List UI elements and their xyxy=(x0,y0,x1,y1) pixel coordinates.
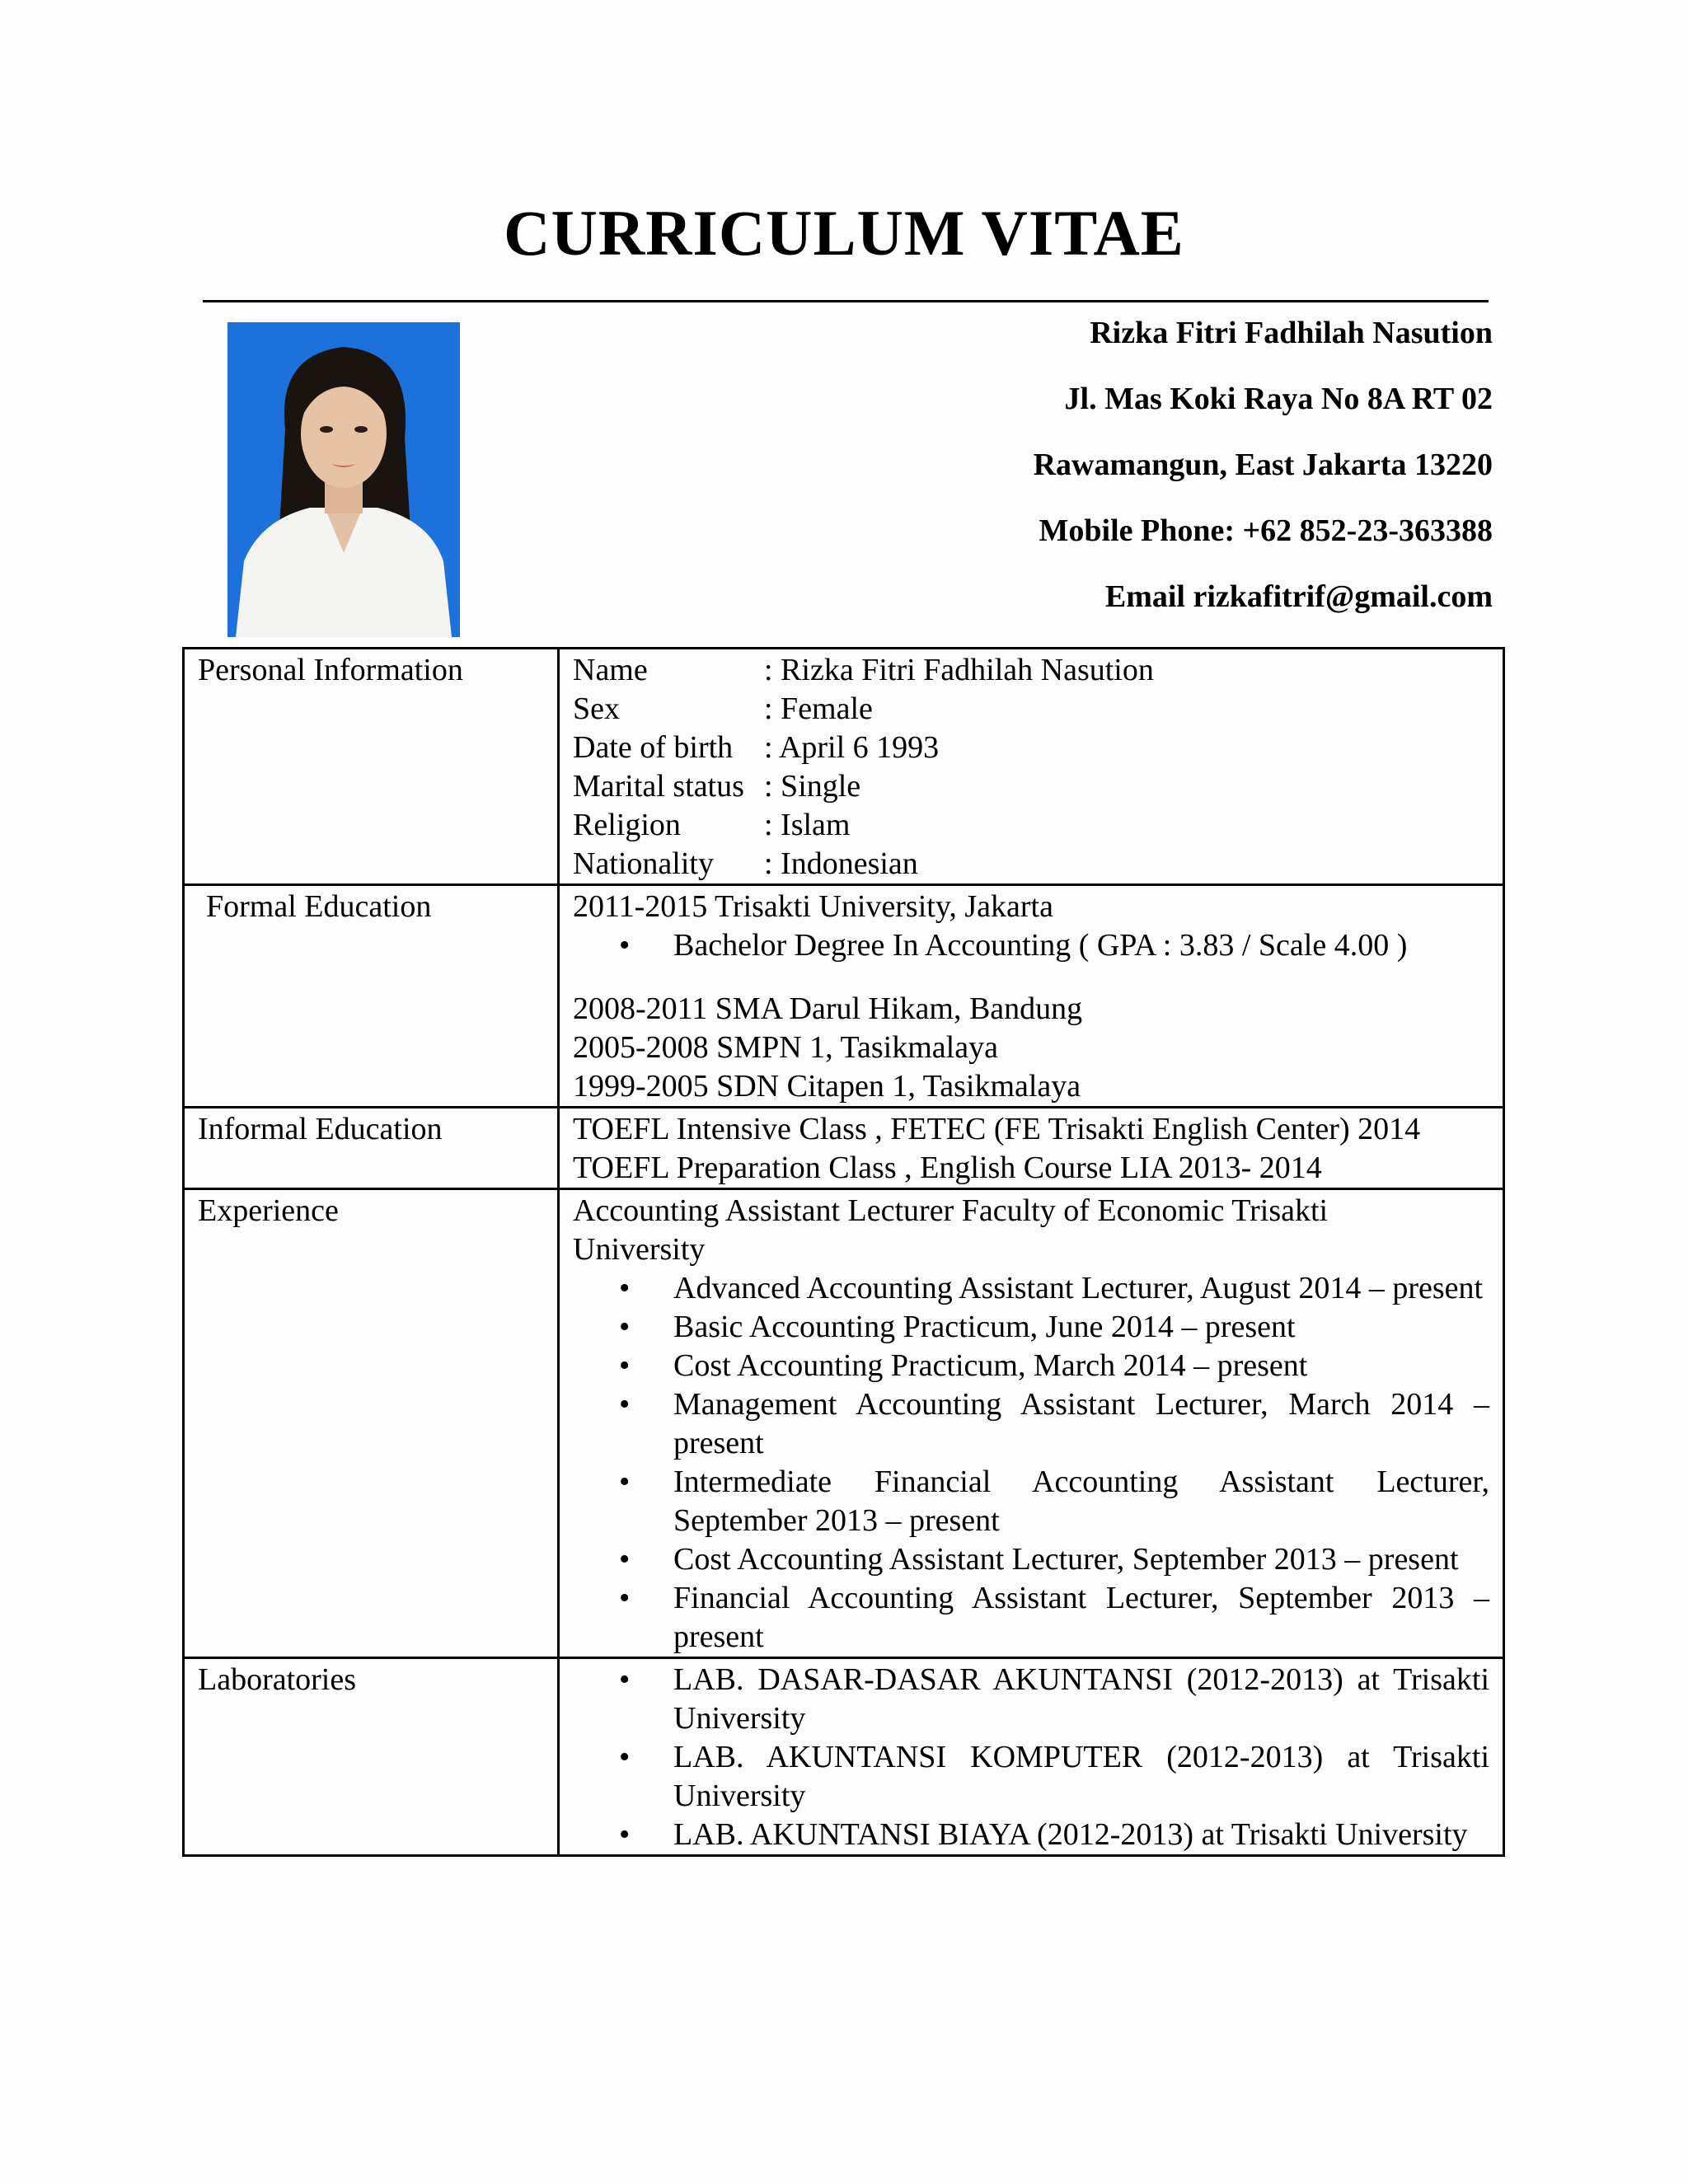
section-label-personal: Personal Information xyxy=(184,649,559,885)
formal-education-row xyxy=(184,885,1504,1108)
laboratories-row xyxy=(184,1658,1504,1856)
contact-email: Email rizkafitrif@gmail.com xyxy=(1104,579,1493,614)
school-line: 2005-2008 SMPN 1, Tasikmalaya xyxy=(573,1030,998,1065)
experience-item: • Advanced Accounting Assistant Lecturer, August 2014 – present xyxy=(673,1269,1489,1308)
field-nationality: Nationality : Indonesian xyxy=(573,846,918,881)
experience-item: • Cost Accounting Practicum, March 2014 – present xyxy=(673,1347,1489,1385)
contact-address-line2: Rawamangun, East Jakarta 13220 xyxy=(1033,448,1493,482)
field-date-of-birth: Date of birth : April 6 1993 xyxy=(573,730,940,765)
field-sex: Sex : Female xyxy=(573,691,873,726)
informal-line: TOEFL Intensive Class , FETEC (FE Trisakti English Center) 2014 xyxy=(573,1112,1421,1146)
section-label-informal-education: Informal Education xyxy=(184,1108,559,1189)
laboratories-content xyxy=(559,1658,1504,1856)
contact-name: Rizka Fitri Fadhilah Nasution xyxy=(1090,316,1493,350)
cv-table xyxy=(182,647,1505,1857)
field-name: Name : Rizka Fitri Fadhilah Nasution xyxy=(573,653,1154,687)
degree-list xyxy=(573,926,1489,965)
cv-title: CURRICULUM VITAE xyxy=(504,197,1184,269)
laboratory-item: • LAB. AKUNTANSI KOMPUTER (2012-2013) at Trisakti University xyxy=(673,1738,1489,1816)
experience-content xyxy=(559,1189,1504,1658)
university-line: 2011-2015 Trisakti University, Jakarta xyxy=(573,889,1053,924)
profile-photo xyxy=(227,322,460,637)
degree-item: • Bachelor Degree In Accounting ( GPA : 3.83 / Scale 4.00 ) xyxy=(673,926,1489,965)
experience-list xyxy=(573,1269,1489,1657)
section-label-formal-education: Formal Education xyxy=(184,885,559,1108)
field-religion: Religion : Islam xyxy=(573,808,851,842)
experience-heading: Accounting Assistant Lecturer Faculty of Economic Trisakti University xyxy=(573,1193,1329,1267)
section-label-experience: Experience xyxy=(184,1189,559,1658)
experience-item: • Cost Accounting Assistant Lecturer, September 2013 – present xyxy=(673,1540,1489,1579)
informal-line: TOEFL Preparation Class , English Course LIA 2013- 2014 xyxy=(573,1151,1322,1185)
informal-education-content xyxy=(559,1108,1504,1189)
experience-item: • Intermediate Financial Accounting Assistant Lecturer, September 2013 – present xyxy=(673,1463,1489,1540)
experience-item: • Management Accounting Assistant Lecturer, March 2014 – present xyxy=(673,1385,1489,1463)
field-marital-status: Marital status : Single xyxy=(573,769,861,804)
section-label-laboratories: Laboratories xyxy=(184,1658,559,1856)
contact-block xyxy=(751,312,1493,641)
contact-address-line1: Jl. Mas Koki Raya No 8A RT 02 xyxy=(1064,382,1493,416)
title-divider xyxy=(203,300,1489,302)
experience-item: • Basic Accounting Practicum, June 2014 – present xyxy=(673,1308,1489,1347)
personal-info-row xyxy=(184,649,1504,885)
experience-row xyxy=(184,1189,1504,1658)
formal-education-content xyxy=(559,885,1504,1108)
school-line: 2008-2011 SMA Darul Hikam, Bandung xyxy=(573,991,1083,1026)
experience-item: • Financial Accounting Assistant Lecturer, September 2013 – present xyxy=(673,1579,1489,1657)
informal-education-row xyxy=(184,1108,1504,1189)
laboratory-item: • LAB. DASAR-DASAR AKUNTANSI (2012-2013) at Trisakti University xyxy=(673,1661,1489,1738)
laboratory-item: • LAB. AKUNTANSI BIAYA (2012-2013) at Trisakti University xyxy=(673,1816,1489,1854)
contact-phone: Mobile Phone: +62 852-23-363388 xyxy=(1039,513,1493,548)
school-line: 1999-2005 SDN Citapen 1, Tasikmalaya xyxy=(573,1069,1081,1104)
laboratories-list xyxy=(573,1661,1489,1854)
personal-info-content xyxy=(559,649,1504,885)
